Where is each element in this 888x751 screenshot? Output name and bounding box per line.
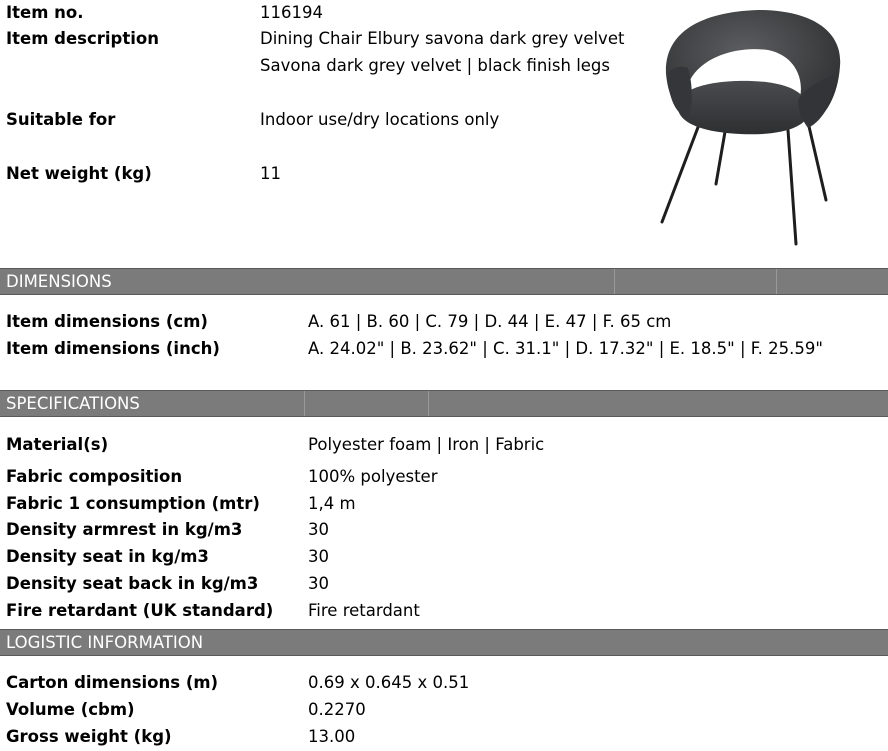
dimension-value-inch: A. 24.02" | B. 23.62" | C. 31.1" | D. 17.32" | E. 18.5" | F. 25.59" bbox=[308, 339, 823, 358]
suitable-for-value: Indoor use/dry locations only bbox=[260, 110, 500, 129]
spec-value: 30 bbox=[308, 547, 329, 566]
product-image bbox=[648, 4, 848, 250]
item-no-label: Item no. bbox=[6, 3, 84, 22]
specifications-title: SPECIFICATIONS bbox=[6, 394, 140, 413]
spec-value: 30 bbox=[308, 574, 329, 593]
spec-value: 100% polyester bbox=[308, 467, 438, 486]
spec-value: 30 bbox=[308, 520, 329, 539]
logistic-label: Gross weight (kg) bbox=[6, 727, 172, 746]
header-divider bbox=[428, 391, 429, 416]
spec-label: Fabric composition bbox=[6, 467, 183, 486]
item-description-line-1: Dining Chair Elbury savona dark grey velvet bbox=[260, 29, 625, 48]
logistics-title: LOGISTIC INFORMATION bbox=[6, 633, 204, 652]
net-weight-value: 11 bbox=[260, 164, 281, 183]
spec-label: Material(s) bbox=[6, 435, 109, 454]
header-divider bbox=[614, 269, 615, 294]
spec-label: Density seat in kg/m3 bbox=[6, 547, 209, 566]
logistic-label: Volume (cbm) bbox=[6, 700, 135, 719]
spec-label: Fabric 1 consumption (mtr) bbox=[6, 494, 260, 513]
header-divider bbox=[304, 391, 305, 416]
logistics-header bbox=[0, 629, 888, 656]
item-no-value: 116194 bbox=[260, 3, 323, 22]
spec-label: Density seat back in kg/m3 bbox=[6, 574, 259, 593]
spec-label: Density armrest in kg/m3 bbox=[6, 520, 243, 539]
spec-label: Fire retardant (UK standard) bbox=[6, 601, 274, 620]
dimensions-title: DIMENSIONS bbox=[6, 272, 112, 291]
logistic-value: 13.00 bbox=[308, 727, 356, 746]
net-weight-label: Net weight (kg) bbox=[6, 164, 152, 183]
dimension-value-cm: A. 61 | B. 60 | C. 79 | D. 44 | E. 47 | F. 65 cm bbox=[308, 312, 672, 331]
spec-value: 1,4 m bbox=[308, 494, 356, 513]
logistic-label: Carton dimensions (m) bbox=[6, 673, 219, 692]
specifications-header bbox=[0, 390, 888, 417]
item-description-line-2: Savona dark grey velvet | black finish legs bbox=[260, 56, 610, 75]
logistic-value: 0.2270 bbox=[308, 700, 366, 719]
header-divider bbox=[776, 269, 777, 294]
dimension-label-inch: Item dimensions (inch) bbox=[6, 339, 220, 358]
spec-value: Polyester foam | Iron | Fabric bbox=[308, 435, 545, 454]
suitable-for-label: Suitable for bbox=[6, 110, 116, 129]
logistic-value: 0.69 x 0.645 x 0.51 bbox=[308, 673, 470, 692]
dimension-label-cm: Item dimensions (cm) bbox=[6, 312, 208, 331]
dimensions-header bbox=[0, 268, 888, 295]
spec-value: Fire retardant bbox=[308, 601, 420, 620]
item-description-label: Item description bbox=[6, 29, 159, 48]
